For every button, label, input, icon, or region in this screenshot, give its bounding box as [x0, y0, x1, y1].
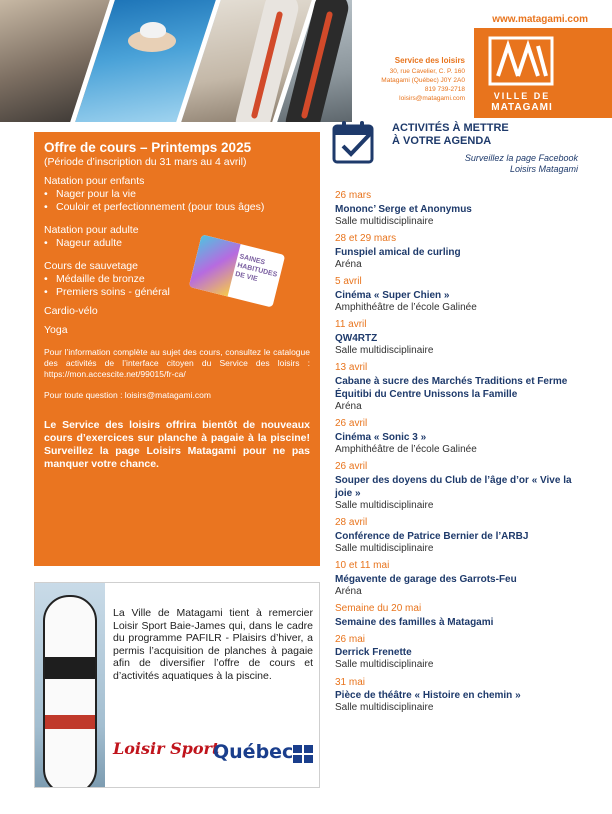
event-date: 13 avril — [335, 362, 368, 373]
event-place: Salle multidisciplinaire — [335, 702, 434, 713]
service-email[interactable]: loisirs@matagami.com — [399, 95, 465, 102]
event-place: Salle multidisciplinaire — [335, 542, 434, 554]
event-date: 26 mars — [335, 190, 372, 201]
service-phone: 819 739-2718 — [424, 86, 465, 93]
matagami-logo — [474, 28, 612, 118]
event-place: Amphithéâtre de l’école Galinée — [335, 443, 477, 455]
sponsor-text: La Ville de Matagami tient à remercier Loisir Sport Baie-James qui, dans le cadre du programme PAFILR - Plaisirs d’hiver, a permis l’acquisition de planches à pagaie afin de diversifier l’offre de cours et d’activités aquatiques à la piscine. — [113, 607, 313, 682]
paddleboard-photo — [35, 583, 105, 787]
event-place: Aréna — [335, 585, 362, 597]
list-item — [335, 634, 587, 672]
healthy-habits-text: SAINES HABITUDES DE VIE — [234, 253, 278, 284]
event-place: Salle multidisciplinaire — [335, 344, 434, 356]
event-name: Mononc’ Serge et Anonymus — [335, 203, 472, 215]
event-place: Amphithéâtre de l’école Galinée — [335, 301, 477, 313]
paddleboard-announcement: Le Service des loisirs offrira bientôt de nouveaux cours d’exercices sur planche à pagaie à la piscine! Surveillez la page Loisirs Matagami pour ne pas manquer votre chance. — [44, 419, 310, 470]
agenda-events — [335, 190, 587, 720]
course-offer-box — [34, 132, 320, 566]
adult-swim-list — [44, 237, 310, 250]
list-item — [335, 603, 587, 629]
event-place: Salle multidisciplinaire — [335, 499, 434, 511]
list-item: • Nager pour la vie — [44, 188, 310, 201]
event-name: Cinéma « Sonic 3 » — [335, 431, 427, 443]
event-date: 26 avril — [335, 461, 368, 472]
kids-swim-title: Natation pour enfants — [44, 175, 145, 187]
facebook-note: Surveillez la page Facebook Loisirs Matagami — [464, 153, 578, 174]
event-place: Aréna — [335, 400, 362, 412]
list-item: • Couloir et perfectionnement (pour tous âges) — [44, 201, 310, 214]
event-date: 31 mai — [335, 676, 366, 688]
paddleboard-image — [43, 595, 97, 787]
list-item — [335, 461, 587, 512]
course-question-text: Pour toute question : loisirs@matagami.com — [44, 390, 211, 400]
event-date: 28 avril — [335, 517, 368, 528]
list-item — [335, 319, 587, 357]
event-name: Conférence de Patrice Bernier de l’ARBJ — [335, 530, 529, 542]
list-item: • Nageur adulte — [44, 237, 310, 250]
list-item — [335, 276, 587, 314]
website-link[interactable]: www.matagami.com — [492, 14, 588, 25]
list-item — [335, 560, 587, 598]
list-item — [335, 517, 587, 555]
list-item — [335, 362, 587, 413]
list-item — [335, 418, 587, 456]
cardio-title: Cardio-vélo — [44, 305, 98, 317]
event-date: 11 avril — [335, 319, 367, 330]
course-period: (Période d’inscription du 31 mars au 4 avril) — [44, 156, 247, 168]
matagami-logo-icon — [488, 36, 554, 86]
event-name: Semaine des familles à Matagami — [335, 616, 494, 628]
logo-line2: MATAGAMI — [491, 102, 553, 113]
service-city: Matagami (Québec) J0Y 2A0 — [381, 77, 465, 84]
event-date: 26 mai — [335, 633, 366, 645]
course-title: Offre de cours – Printemps 2025 — [44, 140, 252, 155]
event-name: Funspiel amical de curling — [335, 246, 461, 258]
event-date: 10 et 11 mai — [335, 560, 390, 571]
event-name: Souper des doyens du Club de l’âge d’or « Vive la joie » — [335, 474, 572, 499]
course-info-text: Pour l’information complète au sujet des cours, consultez le catalogue des activités de l’interface citoyen du Service des loisirs : https://mon.accescite.net/99015/fr-ca/ — [44, 347, 310, 379]
list-item — [335, 233, 587, 271]
event-name: QW4RTZ — [335, 332, 378, 344]
adult-swim-title: Natation pour adulte — [44, 224, 139, 236]
kids-swim-list — [44, 188, 310, 214]
list-item: • Premiers soins - général — [44, 286, 310, 299]
event-place: Aréna — [335, 258, 362, 270]
event-place: Salle multidisciplinaire — [335, 215, 434, 227]
list-item — [335, 190, 587, 228]
event-date: Semaine du 20 mai — [335, 603, 422, 614]
event-date: 28 et 29 mars — [335, 233, 397, 244]
event-date: 26 avril — [335, 418, 368, 429]
event-name: Cinéma « Super Chien » — [335, 289, 450, 301]
sponsor-box — [34, 582, 320, 788]
list-item: • Médaille de bronze — [44, 273, 310, 286]
calendar-check-icon — [330, 118, 378, 166]
event-name: Mégavente de garage des Garrots-Feu — [335, 573, 517, 585]
list-item — [335, 677, 587, 715]
yoga-title: Yoga — [44, 324, 68, 336]
logo-text — [474, 91, 570, 113]
header — [0, 0, 612, 122]
header-photo-banner — [0, 0, 352, 122]
quebec-logo: Québec — [213, 741, 294, 763]
logo-line1: VILLE DE — [493, 91, 551, 101]
event-name: Pièce de théâtre « Histoire en chemin » — [335, 690, 521, 701]
service-contact — [355, 56, 465, 103]
loisir-sport-logo: Loisir Sport — [113, 739, 220, 758]
event-name: Cabane à sucre des Marchés Traditions et Ferme Équitibi du Centre Unissons la Famille — [335, 375, 568, 400]
service-address: 30, rue Cavelier, C. P. 160 — [389, 68, 465, 75]
agenda-title: ACTIVITÉS À METTRE À VOTRE AGENDA — [392, 122, 509, 147]
quebec-flag-icon — [293, 745, 313, 763]
rescue-title: Cours de sauvetage — [44, 260, 138, 272]
swim-cap — [140, 22, 166, 38]
event-place: Salle multidisciplinaire — [335, 659, 434, 670]
service-title: Service des loisirs — [394, 56, 465, 65]
event-name: Derrick Frenette — [335, 647, 412, 658]
sponsor-logos — [113, 739, 317, 771]
event-date: 5 avril — [335, 276, 362, 287]
